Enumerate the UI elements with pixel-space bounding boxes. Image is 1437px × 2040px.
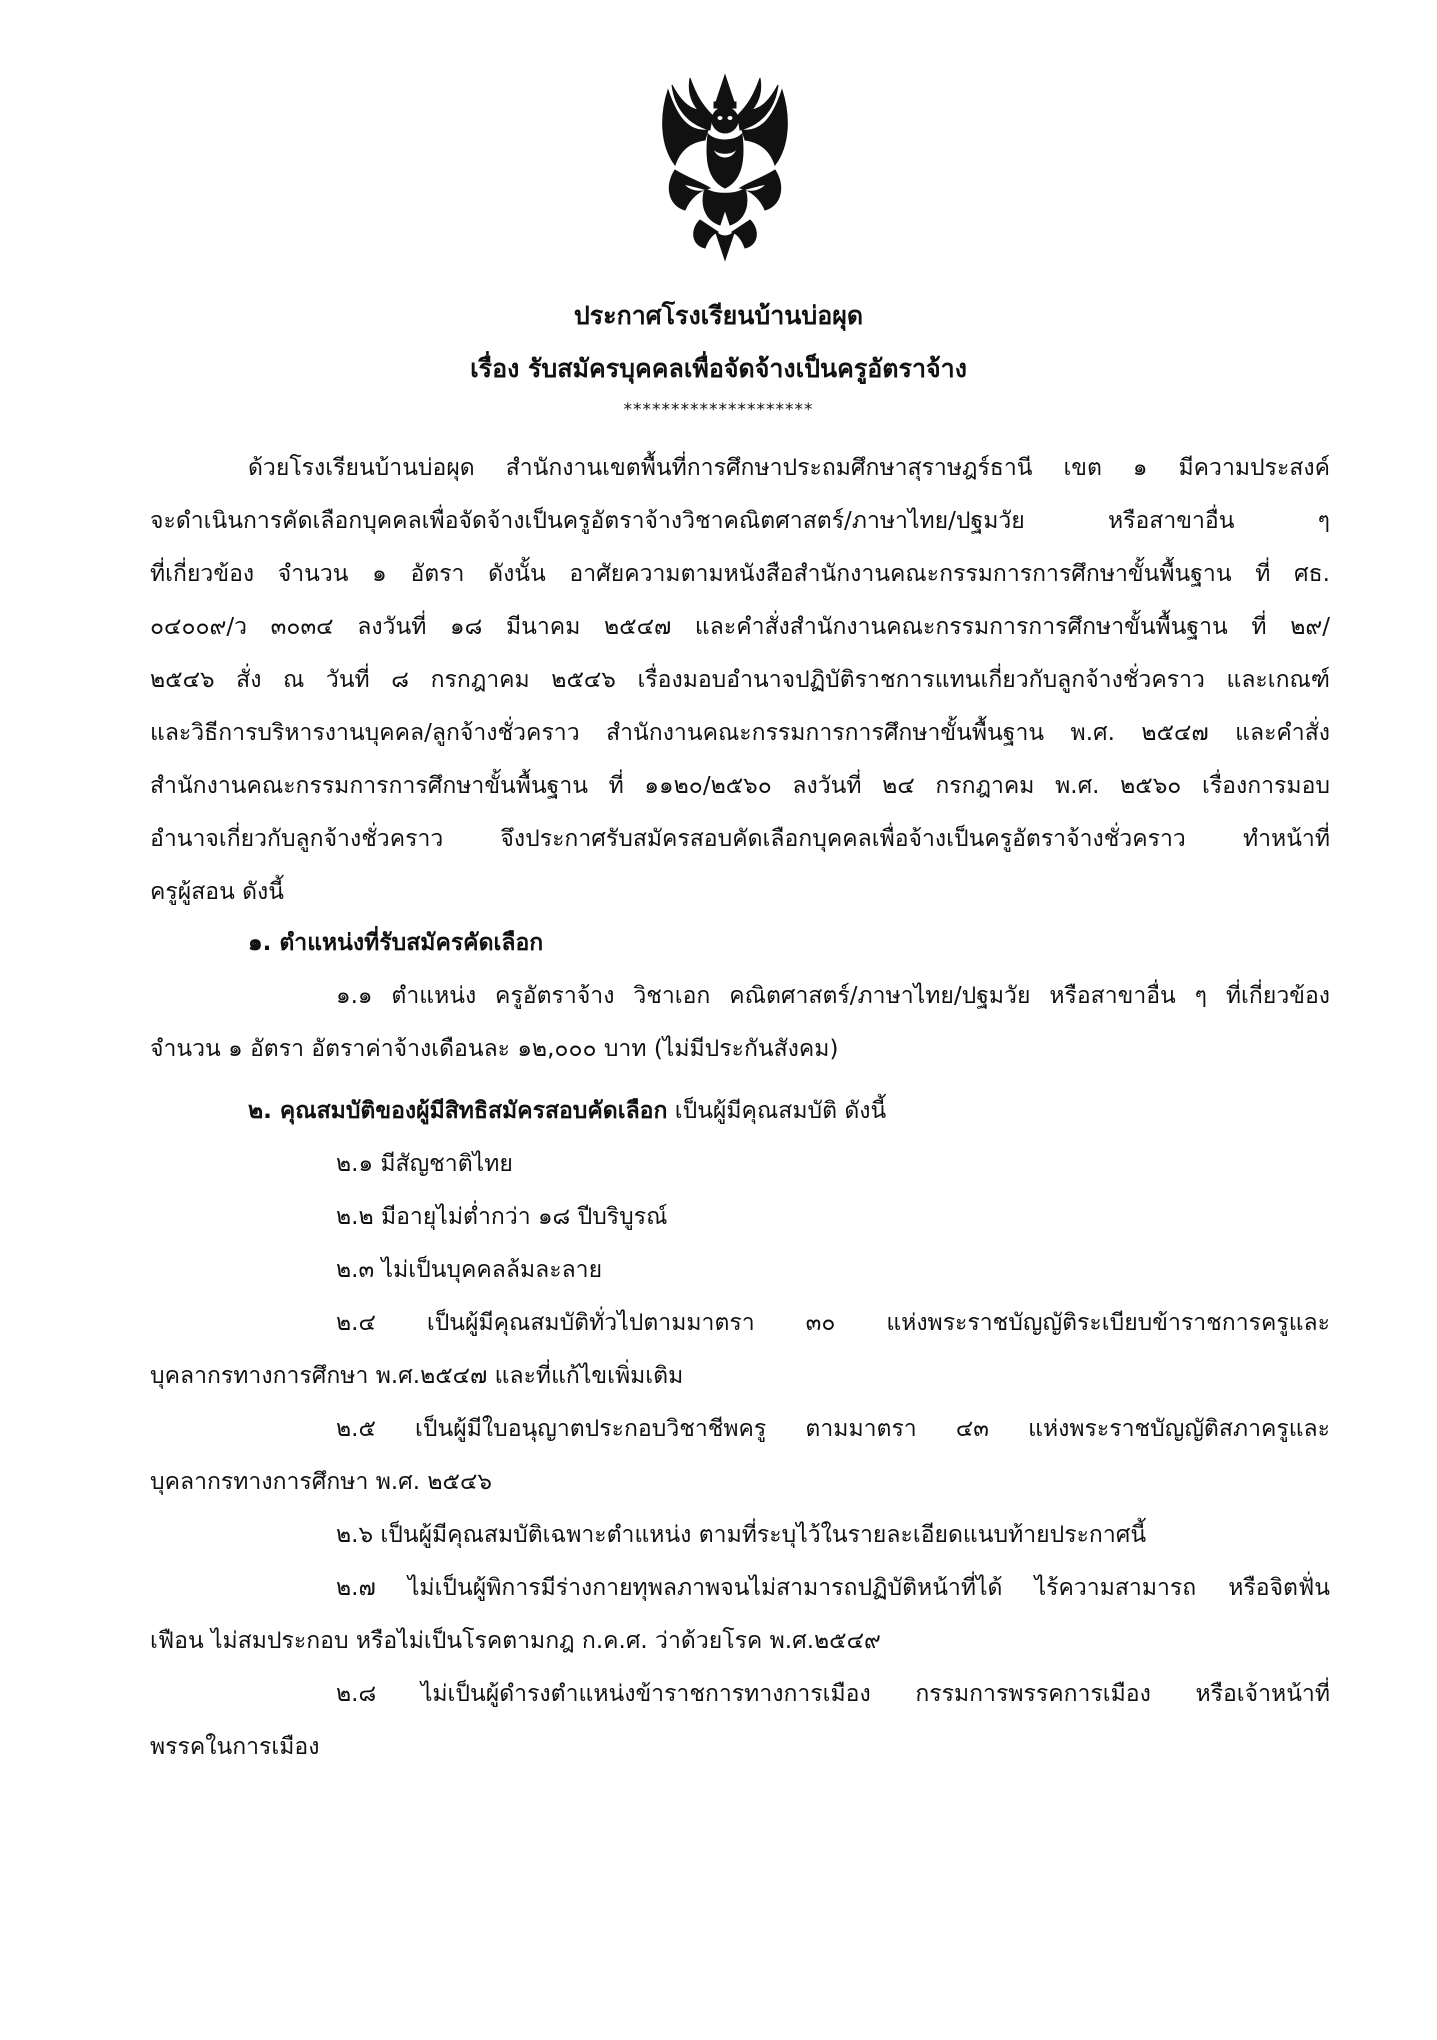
qualification-item: ๒.๖ เป็นผู้มีคุณสมบัติเฉพาะตำแหน่ง ตามที่ระบุไว้ในรายละเอียดแนบท้ายประกาศนี้ xyxy=(336,1522,1147,1548)
announcement-title: ประกาศโรงเรียนบ้านบ่อผุด xyxy=(573,301,864,330)
garuda-emblem-icon xyxy=(650,70,800,270)
qualification-item: ๒.๑ มีสัญชาติไทย xyxy=(336,1151,513,1177)
intro-line: สำนักงานคณะกรรมการการศึกษาขั้นพื้นฐาน ที่ ๑๑๒๐/๒๕๖๐ ลงวันที่ ๒๔ กรกฎาคม พ.ศ. ๒๕๖๐ เรื่องการมอบ xyxy=(150,773,1330,799)
intro-line: ๐๔๐๐๙/ว ๓๐๓๔ ลงวันที่ ๑๘ มีนาคม ๒๕๔๗ และคำสั่งสำนักงานคณะกรรมการการศึกษาขั้นพื้นฐาน ที่ ๒๙/ xyxy=(150,614,1330,640)
intro-line: ด้วยโรงเรียนบ้านบ่อผุด สำนักงานเขตพื้นที่การศึกษาประถมศึกษาสุราษฎร์ธานี เขต ๑ มีความประสงค์ xyxy=(248,455,1330,481)
qualification-item: ๒.๔ เป็นผู้มีคุณสมบัติทั่วไปตามมาตรา ๓๐ แห่งพระราชบัญญัติระเบียบข้าราชการครูและ xyxy=(336,1310,1330,1336)
intro-line: ครูผู้สอน ดังนี้ xyxy=(150,879,284,905)
qualification-item: ๒.๗ ไม่เป็นผู้พิการมีร่างกายทุพลภาพจนไม่สามารถปฏิบัติหน้าที่ได้ ไร้ความสามารถ หรือจิตฟั่น xyxy=(336,1575,1330,1601)
qualification-item-cont: เฟือน ไม่สมประกอบ หรือไม่เป็นโรคตามกฎ ก.ค.ศ. ว่าด้วยโรค พ.ศ.๒๕๔๙ xyxy=(150,1628,881,1654)
intro-line: จะดำเนินการคัดเลือกบุคคลเพื่อจัดจ้างเป็นครูอัตราจ้างวิชาคณิตศาสตร์/ภาษาไทย/ปฐมวัย หรือสาขาอื่น ๆ xyxy=(150,508,1330,534)
announcement-subject: เรื่อง รับสมัครบุคคลเพื่อจัดจ้างเป็นครูอัตราจ้าง xyxy=(470,354,967,383)
qualification-item: ๒.๕ เป็นผู้มีใบอนุญาตประกอบวิชาชีพครู ตามมาตรา ๔๓ แห่งพระราชบัญญัติสภาครูและ xyxy=(336,1416,1330,1442)
intro-line: ที่เกี่ยวข้อง จำนวน ๑ อัตรา ดังนั้น อาศัยความตามหนังสือสำนักงานคณะกรรมการการศึกษาขั้นพื้นฐาน ที่ ศธ. xyxy=(150,561,1330,587)
qualification-item: ๒.๘ ไม่เป็นผู้ดำรงตำแหน่งข้าราชการทางการเมือง กรรมการพรรคการเมือง หรือเจ้าหน้าที่ xyxy=(336,1681,1330,1707)
section2-heading-tail: เป็นผู้มีคุณสมบัติ ดังนี้ xyxy=(667,1098,887,1124)
qualification-item: ๒.๓ ไม่เป็นบุคคลล้มละลาย xyxy=(336,1257,603,1283)
qualification-item-cont: พรรคในการเมือง xyxy=(150,1734,320,1760)
qualification-item-cont: บุคลากรทางการศึกษา พ.ศ.๒๕๔๗ และที่แก้ไขเพิ่มเติม xyxy=(150,1363,684,1389)
section2-heading: ๒. คุณสมบัติของผู้มีสิทธิสมัครสอบคัดเลือก xyxy=(248,1098,668,1124)
intro-line: และวิธีการบริหารงานบุคคล/ลูกจ้างชั่วคราว สำนักงานคณะกรรมการการศึกษาขั้นพื้นฐาน พ.ศ. ๒๕๔๗ และคำสั่ง xyxy=(150,720,1330,746)
separator-stars: ******************** xyxy=(623,400,814,420)
section2-heading-row xyxy=(248,1093,886,1129)
intro-line: อำนาจเกี่ยวกับลูกจ้างชั่วคราว จึงประกาศรับสมัครสอบคัดเลือกบุคคลเพื่อจ้างเป็นครูอัตราจ้างชั่วคราว ทำหน้าที่ xyxy=(150,826,1330,852)
section1-item-cont: จำนวน ๑ อัตรา อัตราค่าจ้างเดือนละ ๑๒,๐๐๐ บาท (ไม่มีประกันสังคม) xyxy=(150,1036,839,1062)
section1-heading: ๑. ตำแหน่งที่รับสมัครคัดเลือก xyxy=(248,930,544,956)
qualification-item-cont: บุคลากรทางการศึกษา พ.ศ. ๒๕๔๖ xyxy=(150,1469,492,1495)
intro-line: ๒๕๔๖ สั่ง ณ วันที่ ๘ กรกฎาคม ๒๕๔๖ เรื่องมอบอำนาจปฏิบัติราชการแทนเกี่ยวกับลูกจ้างชั่วคราว และเกณฑ์ xyxy=(150,667,1330,693)
qualification-item: ๒.๒ มีอายุไม่ต่ำกว่า ๑๘ ปีบริบูรณ์ xyxy=(336,1204,668,1230)
section1-item: ๑.๑ ตำแหน่ง ครูอัตราจ้าง วิชาเอก คณิตศาสตร์/ภาษาไทย/ปฐมวัย หรือสาขาอื่น ๆ ที่เกี่ยวข้อง xyxy=(336,983,1330,1009)
